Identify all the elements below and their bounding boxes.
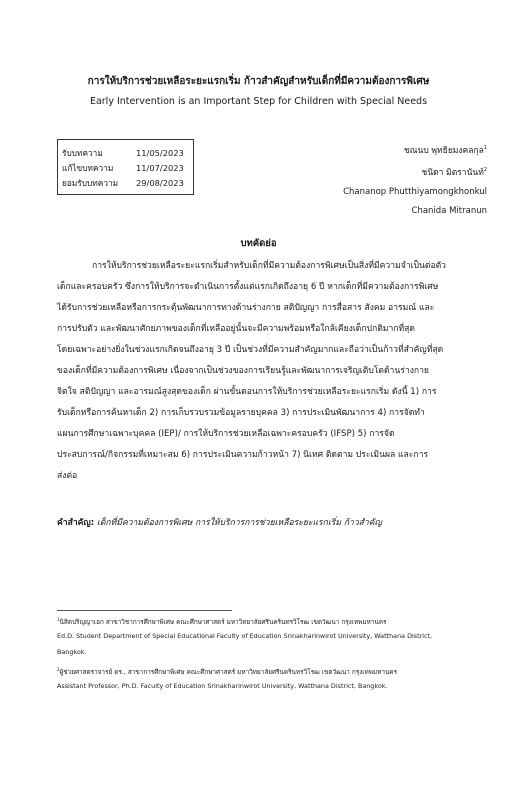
author-list <box>343 139 487 221</box>
footnote-2-thai: $^2$ผู้ช่วยศาสตราจารย์ ดร., สาขาการศึกษาพิเศษ คณะศึกษาศาสตร์ มหาวิทยาลัยศรีนครินทรวิโรฒ เขตวัฒนา กรุงเทพมหานคร <box>57 667 397 677</box>
article-dates-box <box>57 139 194 195</box>
author-english-2: Chanida Mitranun <box>411 205 487 216</box>
title-thai: การให้บริการช่วยเหลือระยะแรกเริ่ม ก้าวสำคัญสำหรับเด็กที่มีความต้องการพิเศษ <box>87 76 430 87</box>
abstract-heading: บทคัดย่อ <box>240 238 277 249</box>
date-label: ยอมรับบทความ <box>62 178 119 188</box>
footnote-1-english: Ed.D. Student Department of Special Educational Faculty of Education Srinakharinwirot University, Watthana District, <box>57 632 433 640</box>
abstract-line: จิตใจ สติปัญญา และอารมณ์สูงสุดของเด็ก ผ่านขั้นตอนการให้บริการช่วยเหลือระยะแรกเริ่ม ดังนี้ 1) การ <box>57 387 437 397</box>
abstract-line: โดยเฉพาะอย่างยิ่งในช่วงแรกเกิดจนถึงอายุ 3 ปี เป็นช่วงที่มีความสำคัญมากและถือว่าเป็นก้าวที่สำคัญที่สุด <box>57 345 444 355</box>
keywords <box>57 515 382 529</box>
footnote-1-thai: $^1$นิสิตปริญญาเอก สาขาวิชาการศึกษาพิเศษ คณะศึกษาศาสตร์ มหาวิทยาลัยศรีนครินทรวิโรฒ เขตวัฒนา กรุงเทพมหานคร <box>57 617 387 627</box>
abstract-line: แผนการศึกษาเฉพาะบุคคล (IEP)/ การให้บริการช่วยเหลือเฉพาะครอบครัว (IFSP) 5) การจัด <box>57 429 395 439</box>
abstract-line: เด็กและครอบครัว ซึ่งการให้บริการจะดำเนินการตั้งแต่แรกเกิดถึงอายุ 6 ปี หากเด็กที่มีความต้องการพิเศษ <box>57 282 439 292</box>
date-label: รับบทความ <box>62 148 103 158</box>
title-english: Early Intervention is an Important Step for Children with Special Needs <box>89 96 428 107</box>
footnote-2-english: Assistant Professor, Ph.D. Faculty of Education Srinakharinwirot University, Watthana District, Bangkok. <box>57 682 388 690</box>
author-thai-1: ชณนบ พุทธิยมงคลกุล$^1$ <box>403 145 487 156</box>
date-received <box>62 146 184 160</box>
author-thai-2: ชนิดา มิตรานันท์$^2$ <box>421 166 487 178</box>
abstract-line: ของเด็กที่มีความต้องการพิเศษ เนื่องจากเป็นช่วงของการเรียนรู้และพัฒนาการเจริญเติบโตด้านร่างกาย <box>57 366 429 376</box>
abstract-line: ส่งต่อ <box>57 471 78 481</box>
date-value: 11/07/2023 <box>136 163 184 173</box>
date-value: 11/05/2023 <box>136 148 184 158</box>
keywords-label: คำสำคัญ: <box>57 518 95 528</box>
footnote-divider <box>57 610 232 611</box>
date-revised <box>62 161 184 175</box>
author-english-1: Chananop Phutthiyamongkhonkul <box>343 186 487 197</box>
abstract-line: ประสบการณ์/กิจกรรมที่เหมาะสม 6) การประเมินความก้าวหน้า 7) นิเทศ ติดตาม ประเมินผล และการ <box>57 450 429 460</box>
keywords-value: เด็กที่มีความต้องการพิเศษ การให้บริการการช่วยเหลือระยะแรกเริ่ม ก้าวสำคัญ <box>96 518 382 528</box>
date-accepted <box>62 176 184 190</box>
date-value: 29/08/2023 <box>136 178 184 188</box>
abstract-line: การให้บริการช่วยเหลือระยะแรกเริ่มสำหรับเด็กที่มีความต้องการพิเศษเป็นสิ่งที่มีความจำเป็นต่อตัว <box>92 261 447 271</box>
abstract-line: การปรับตัว และพัฒนาศักยภาพของเด็กที่เหลืออยู่นั้นจะมีความพร้อมหรือใกล้เคียงเด็กปกติมากที่สุด <box>57 324 415 334</box>
date-label: แก้ไขบทความ <box>62 163 114 173</box>
abstract-line: ได้รับการช่วยเหลือหรือการกระตุ้นพัฒนาการทางด้านร่างกาย สติปัญญา การสื่อสาร สังคม อารมณ์ และ <box>57 303 435 313</box>
footnote-1-english-cont: Bangkok. <box>57 648 87 656</box>
abstract-line: รับเด็กหรือการค้นหาเด็ก 2) การเก็บรวบรวมข้อมูลรายบุคคล 3) การประเมินพัฒนาการ 4) การจัดทำ <box>57 408 425 418</box>
